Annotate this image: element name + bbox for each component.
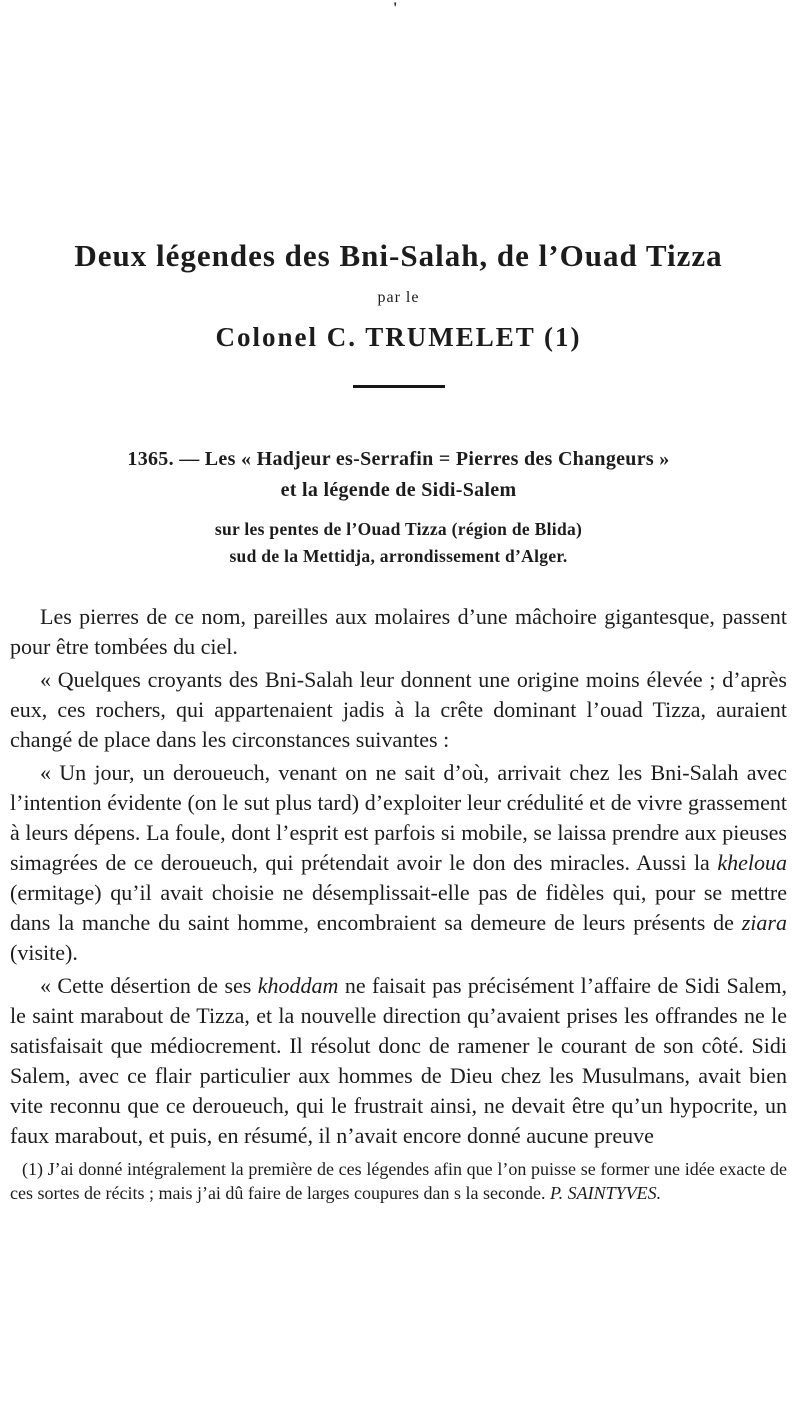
text-run: ne faisait pas précisément l’affaire de Sidi Salem, le saint marabout de Tizza, et la nouvelle direction qu’avaient prises les offrandes ne le satisfaisait que médiocrement. Il résolut donc de ramener le courant de son côté. Sidi Salem, avec ce flair particulier aux hommes de Dieu chez les Musulmans, avait bien vite reconnu que ce deroueuch, qui le frustrait ainsi, ne devait être qu’un hypocrite, un faux marabout, et puis, en résumé, il n’avait encore donné aucune preuve bbox=[10, 972, 787, 1148]
section-heading bbox=[10, 444, 787, 506]
text-run: « Quelques croyants des Bni-Salah leur donnent une origine moins élevée ; d’après eux, ces rochers, qui appartenaient jadis à la crête dominant l’ouad Tizza, auraient changé de place dans les circonstances suivantes : bbox=[10, 666, 787, 752]
italic-term: P. SAINTYVES. bbox=[549, 1182, 662, 1203]
byline: par le bbox=[377, 288, 420, 306]
paragraph bbox=[10, 665, 787, 755]
text-run: (ermitage) qu’il avait choisie ne désemplissait-elle pas de fidèles qui, pour se mettre dans la manche du saint homme, encombraient sa demeure de leurs présents de bbox=[10, 879, 787, 935]
separator-rule bbox=[353, 385, 445, 388]
paragraph bbox=[10, 971, 787, 1151]
italic-term: khoddam bbox=[257, 972, 339, 998]
section-heading-line1: 1365. — Les « Hadjeur es-Serrafin = Pierres des Changeurs » bbox=[127, 447, 670, 470]
text-run: « Cette désertion de ses bbox=[40, 972, 258, 998]
text-run: (1) J’ai donné intégralement la première de ces légendes afin que l’on puisse se former une idée exacte de ces sortes de récits ; mais j’ai dû faire de larges coupures dan s la seconde. bbox=[10, 1158, 787, 1203]
text-run: (visite). bbox=[10, 939, 78, 965]
text-run: « Un jour, un deroueuch, venant on ne sait d’où, arrivait chez les Bni-Salah avec l’intention évidente (on le sut plus tard) d’exploiter leur crédulité et de vivre grassement à leurs dépens. La foule, dont l’esprit est parfois si mobile, se laissa prendre aux pieuses simagrées de ce deroueuch, qui prétendait avoir le don des miracles. Aussi la bbox=[10, 759, 787, 875]
text-run: Les pierres de ce nom, pareilles aux molaires d’une mâchoire gigantesque, passent pour être tombées du ciel. bbox=[10, 603, 787, 659]
body-text bbox=[10, 602, 787, 1151]
section-subheading bbox=[10, 516, 787, 570]
section-subheading-line1: sur les pentes de l’Ouad Tizza (région de Blida) bbox=[214, 518, 583, 539]
paragraph bbox=[10, 602, 787, 662]
stray-mark: ' bbox=[393, 0, 398, 17]
page-title: Deux légendes des Bni-Salah, de l’Ouad Tizza bbox=[74, 238, 723, 273]
author-name: Colonel C. TRUMELET (1) bbox=[215, 321, 582, 352]
italic-term: ziara bbox=[741, 909, 787, 935]
paragraph bbox=[10, 758, 787, 968]
italic-term: kheloua bbox=[717, 849, 787, 875]
section-subheading-line2: sud de la Mettidja, arrondissement d’Alger. bbox=[229, 545, 568, 566]
section-heading-line2: et la légende de Sidi-Salem bbox=[280, 478, 517, 501]
footnote bbox=[10, 1157, 787, 1205]
